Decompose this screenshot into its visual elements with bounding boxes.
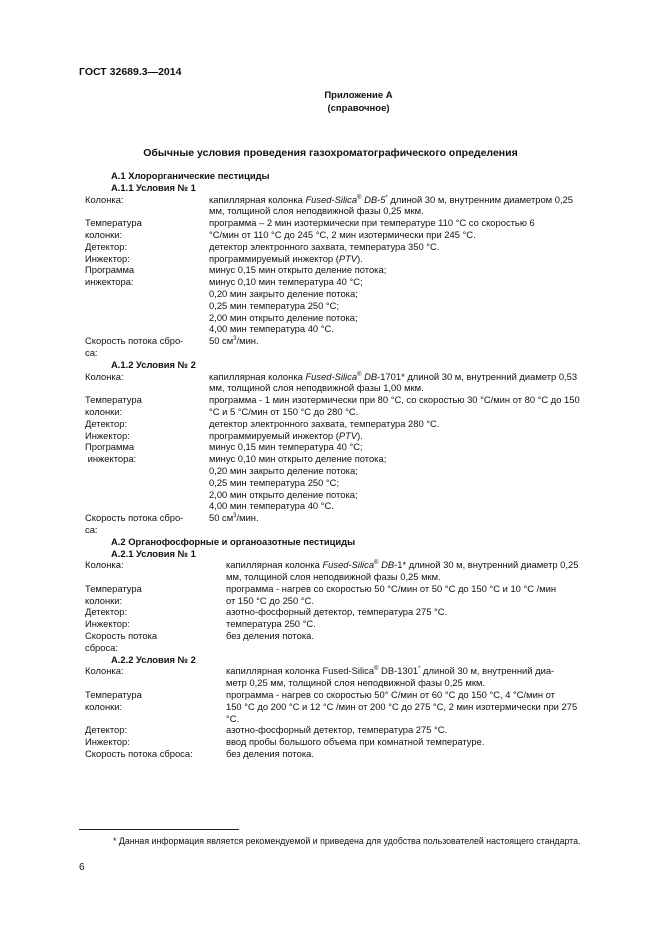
a12-injector-label: Инжектор:: [85, 429, 130, 441]
a22-col-text-1: капиллярная колонка Fused-Silica: [226, 665, 375, 677]
a12-flow-label-1: Скорость потока сбро-: [85, 512, 184, 524]
a11-detector-value: детектор электронного захвата, температура 350 °С.: [209, 240, 440, 252]
standard-number: ГОСТ 32689.3—2014: [79, 66, 182, 78]
a11-injector-value: [209, 253, 611, 265]
a12-temp-label-2: колонки:: [85, 405, 123, 417]
a21-temp-label: [85, 583, 226, 607]
a12-flow-unit: /мин.: [236, 512, 259, 524]
a21-injector-value: температура 250 °С.: [226, 618, 316, 630]
a11-detector-label: Детектор:: [85, 240, 128, 252]
a21-injector-row: [85, 618, 611, 630]
a21-column-value: [226, 559, 611, 583]
a21-col-text-2: -1* длиной 30 м, внутренний диаметр 0,25: [394, 559, 579, 571]
a12-temp-label-1: Температура: [85, 394, 142, 406]
a11-program-steps: [209, 264, 611, 335]
a22-temp-label-2: колонки:: [85, 700, 123, 712]
a22-col-reg-mark: ®: [374, 666, 379, 673]
a12-temp-line-1: программа - 1 мин изотермически при 80 °С, со скоростью 30 °С/мин от 80 °С до 150: [209, 394, 580, 406]
a11-flow-label-2: са:: [85, 346, 98, 358]
a12-inj-ptv: PTV: [338, 429, 358, 441]
a11-heading: А.1.1 Условия № 1: [111, 181, 196, 193]
a21-detector-row: [85, 606, 611, 618]
a22-col-db: DB-1301: [378, 665, 419, 677]
a12-column-value: [209, 371, 611, 395]
a22-col-footnote-mark: *: [418, 666, 421, 673]
a12-temp-row: [85, 394, 611, 418]
a21-flow-label-1: Скорость потока: [85, 630, 158, 642]
a11-column-row: [85, 194, 611, 218]
a12-step: 2,00 мин открыто деление потока;: [209, 488, 358, 500]
a11-step: 4,00 мин температура 40 °С.: [209, 323, 334, 335]
a11-temp-label: [85, 217, 209, 241]
a11-program-label-2: инжектора:: [85, 276, 134, 288]
a12-column-label: Колонка:: [85, 370, 124, 382]
a12-flow-row: [85, 512, 611, 536]
a12-heading: А.1.2 Условия № 2: [111, 358, 196, 370]
a21-flow-label: [85, 630, 226, 654]
a21-temp-value: [226, 583, 611, 607]
a21-flow-value: без деления потока.: [226, 630, 314, 642]
a22-injector-value: ввод пробы большого объема при комнатной температуре.: [226, 736, 485, 748]
a12-col-reg-mark: ®: [357, 371, 362, 378]
page-number: 6: [79, 862, 85, 873]
a11-column-label: Колонка:: [85, 193, 124, 205]
a11-flow-value: [209, 335, 611, 359]
a12-program-row: [85, 441, 611, 512]
a21-heading: А.2.1 Условия № 1: [111, 547, 196, 559]
a12-detector-value: детектор электронного захвата, температура 280 °С.: [209, 417, 440, 429]
a12-injector-row: [85, 430, 611, 442]
a21-detector-label: Детектор:: [85, 606, 128, 618]
a11-flow-label: [85, 335, 209, 359]
a12-col-text-1: капиллярная колонка: [209, 370, 306, 382]
a22-col-line-2: метр 0,25 мм, толщиной слоя неподвижной фазы 0,25 мкм.: [226, 677, 485, 689]
a22-temp-value: [226, 689, 611, 724]
a11-col-footnote-mark: *: [385, 194, 388, 201]
a11-injector-row: [85, 253, 611, 265]
a22-injector-label: Инжектор:: [85, 736, 130, 748]
a22-flow-label: Скорость потока сброса:: [85, 748, 193, 760]
a22-detector-row: [85, 724, 611, 736]
a12-flow-value: [209, 512, 611, 536]
a12-step: 4,00 мин температура 40 °С.: [209, 500, 334, 512]
a21-col-italic: Fused-Silica: [322, 559, 375, 571]
a11-col-reg-mark: ®: [357, 194, 362, 201]
a11-flow-label-1: Скорость потока сбро-: [85, 335, 184, 347]
a11-col-text-2: длиной 30 м, внутренним диаметром 0,25: [387, 193, 573, 205]
a12-flow-label: [85, 512, 209, 536]
a21-flow-label-2: сброса:: [85, 641, 118, 653]
conditions-content: [85, 170, 611, 760]
a22-column-label: Колонка:: [85, 665, 124, 677]
a11-step: 0,25 мин температура 250 °С;: [209, 299, 340, 311]
a21-temp-line-1: программа - нагрев со скоростью 50 °С/мин от 50 °С до 150 °С и 10 °С /мин: [226, 582, 557, 594]
a21-col-reg-mark: ®: [374, 560, 379, 567]
a22-temp-line-1: программа - нагрев со скоростью 50° С/мин от 60 °С до 150 °С, 4 °С/мин от: [226, 689, 555, 701]
a11-temp-value: [209, 217, 611, 241]
a11-flow-unit: /мин.: [236, 335, 259, 347]
footnote: * Данная информация является рекомендуемой и приведена для удобства пользователей настоящего стандарта.: [113, 836, 581, 846]
a11-temp-label-2: колонки:: [85, 228, 123, 240]
a21-column-row: [85, 559, 611, 583]
a11-column-value: [209, 194, 611, 218]
a22-detector-value: азотно-фосфорный детектор, температура 275 °С.: [226, 724, 448, 736]
a11-step: минус 0,15 мин открыто деление потока;: [209, 264, 387, 276]
a11-program-label-1: Программа: [85, 264, 135, 276]
a12-detector-row: [85, 418, 611, 430]
a21-col-line-2: мм, толщиной слоя неподвижной фазы 0,25 мкм.: [226, 571, 441, 583]
a22-injector-row: [85, 736, 611, 748]
a12-detector-label: Детектор:: [85, 417, 128, 429]
a11-injector-label: Инжектор:: [85, 252, 130, 264]
a22-temp-row: [85, 689, 611, 724]
a12-temp-line-2: °С и 5 °С/мин от 150 °С до 280 °С.: [209, 405, 359, 417]
a12-inj-text-1: программируемый инжектор (: [209, 429, 339, 441]
footnote-separator: [79, 829, 239, 830]
a11-inj-text-1: программируемый инжектор (: [209, 252, 339, 264]
appendix-note: (справочное): [327, 103, 390, 114]
a12-injector-value: [209, 430, 611, 442]
a21-col-text-1: капиллярная колонка: [226, 559, 323, 571]
a11-step: 0,20 мин закрыто деление потока;: [209, 287, 358, 299]
a22-temp-line-3: °С.: [226, 712, 240, 724]
a21-detector-value: азотно-фосфорный детектор, температура 275 °С.: [226, 606, 448, 618]
a12-col-text-2: -1701* длиной 30 м, внутренний диаметр 0,53: [377, 370, 578, 382]
a22-temp-label-1: Температура: [85, 689, 142, 701]
a11-inj-ptv: PTV: [338, 252, 358, 264]
a22-flow-value: без деления потока.: [226, 748, 314, 760]
a12-column-row: [85, 371, 611, 395]
a11-col-text-1: капиллярная колонка: [209, 193, 306, 205]
a11-temp-line-1: программа – 2 мин изотермически при температуре 110 °С со скоростью 6: [209, 217, 535, 229]
a12-col-line-2: мм, толщиной слоя неподвижной фазы 1,00 мкм.: [209, 382, 424, 394]
a21-injector-label: Инжектор:: [85, 618, 130, 630]
document-title: Обычные условия проведения газохроматографического определения: [143, 147, 518, 159]
a21-col-italic-db: DB: [378, 559, 395, 571]
appendix-title: Приложение А: [324, 90, 393, 101]
a22-column-row: [85, 665, 611, 689]
a12-program-label-2: инжектора:: [87, 453, 137, 465]
a11-step: 2,00 мин открыто деление потока;: [209, 311, 358, 323]
a11-temp-line-2: °С/мин от 110 °С до 245 °С, 2 мин изотермически при 245 °С.: [209, 228, 476, 240]
a21-temp-label-2: колонки:: [85, 594, 123, 606]
a11-temp-label-1: Температура: [85, 217, 142, 229]
a11-step: минус 0,10 мин температура 40 °С;: [209, 276, 363, 288]
a12-program-steps: [209, 441, 611, 512]
a12-step: минус 0,15 мин температура 40 °С;: [209, 441, 363, 453]
a11-col-line-2: мм, толщиной слоя неподвижной фазы 0,25 мкм.: [209, 205, 424, 217]
a22-temp-label: [85, 689, 226, 724]
a22-col-text-2: длиной 30 м, внутренний диа-: [420, 665, 555, 677]
section-a2-heading: А.2 Органофосфорные и органоазотные пестициды: [111, 535, 356, 547]
a12-step: 0,20 мин закрыто деление потока;: [209, 464, 358, 476]
a12-flow-sup: 3: [233, 512, 237, 519]
a11-program-label: [85, 264, 209, 335]
a11-flow-text: 50 см: [209, 335, 234, 347]
a12-program-label-1: Программа: [85, 441, 135, 453]
a11-inj-text-2: ).: [357, 252, 363, 264]
a22-temp-line-2: 150 °С до 200 °С и 12 °С /мин от 200 °С до 275 °С, 2 мин изотермически при 275: [226, 700, 578, 712]
a11-col-italic-db: DB-5: [361, 193, 386, 205]
a21-temp-label-1: Температура: [85, 582, 142, 594]
a12-col-italic: Fused-Silica: [305, 370, 358, 382]
a11-detector-row: [85, 241, 611, 253]
a22-flow-row: [85, 748, 611, 760]
a12-step: 0,25 мин температура 250 °С;: [209, 476, 340, 488]
a21-temp-row: [85, 583, 611, 607]
a22-heading: А.2.2 Условия № 2: [111, 653, 196, 665]
a11-temp-row: [85, 217, 611, 241]
a22-detector-label: Детектор:: [85, 724, 128, 736]
a21-column-label: Колонка:: [85, 559, 124, 571]
a12-temp-label: [85, 394, 209, 418]
a12-flow-label-2: са:: [85, 523, 98, 535]
a12-inj-text-2: ).: [357, 429, 363, 441]
a11-program-row: [85, 264, 611, 335]
a21-temp-line-2: от 150 °С до 250 °С.: [226, 594, 314, 606]
section-a1-heading: А.1 Хлорорганические пестициды: [111, 170, 270, 181]
a12-step: минус 0,10 мин открыто деление потока;: [209, 453, 387, 465]
a11-flow-row: [85, 335, 611, 359]
a21-flow-row: [85, 630, 611, 654]
a11-flow-sup: 3: [233, 336, 237, 343]
a12-flow-text: 50 см: [209, 512, 234, 524]
a12-col-italic-db: DB: [361, 370, 378, 382]
a12-temp-value: [209, 394, 611, 418]
a12-program-label: [85, 441, 209, 512]
a11-col-italic: Fused-Silica: [305, 193, 358, 205]
a22-column-value: [226, 665, 611, 689]
